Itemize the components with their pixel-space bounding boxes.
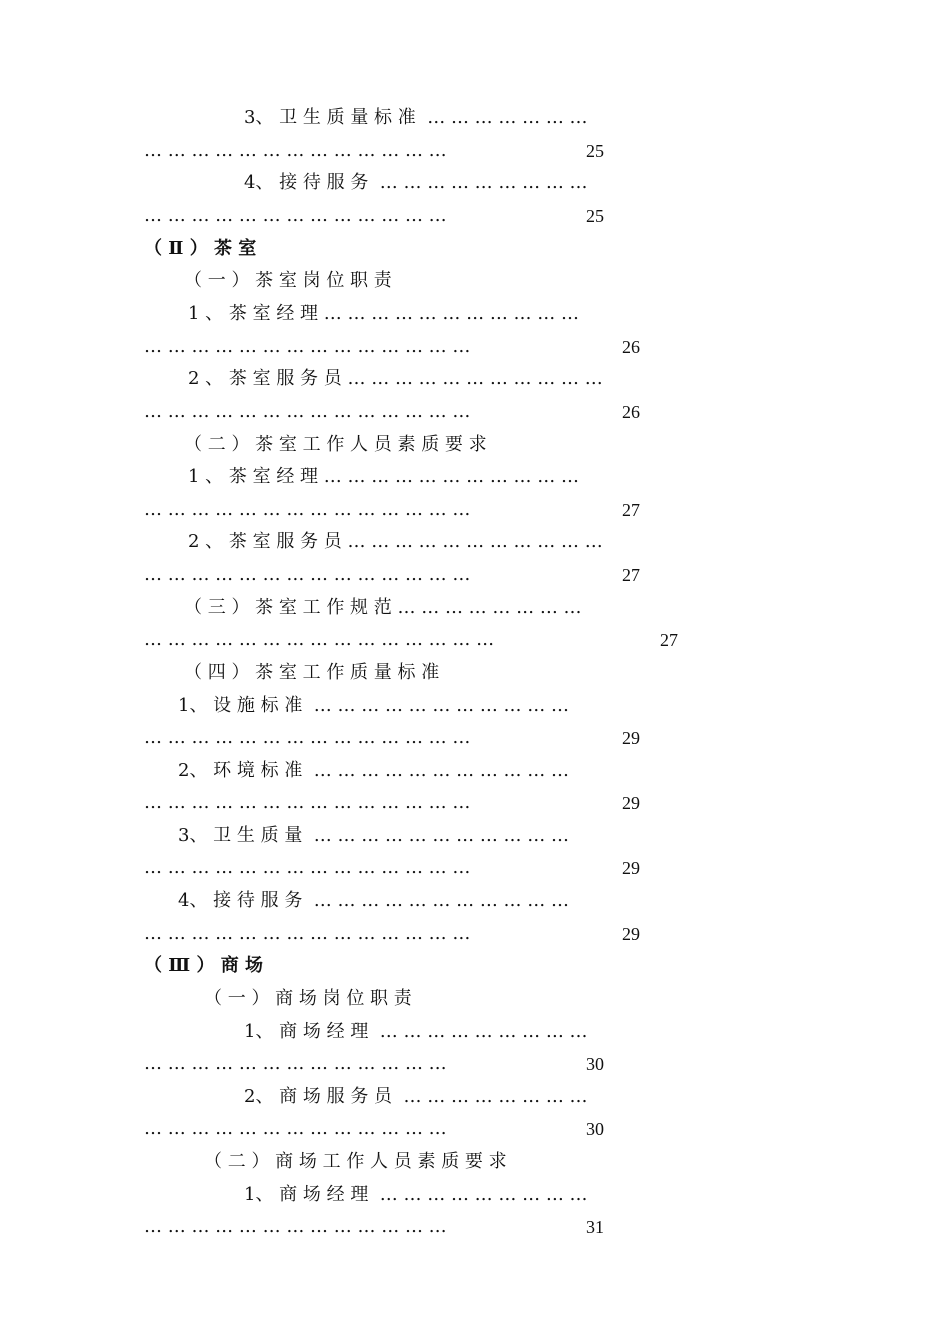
toc-page-number: 29 (622, 924, 640, 944)
toc-page-number: 25 (586, 206, 604, 226)
toc-section-heading: （ Ⅱ ） 茶 室 (144, 238, 257, 259)
toc-leader: … … … … … … … … … … … … … (144, 205, 447, 226)
toc-leader: … … … … … … … … … … … … … … (144, 401, 471, 422)
toc-section-heading: （ Ⅲ ） 商 场 (144, 955, 263, 976)
toc-entry: 2、 环 境 标 准 … … … … … … … … … … … (178, 760, 569, 781)
toc-entry: 4、 接 待 服 务 … … … … … … … … … (244, 172, 588, 193)
toc-leader: … … … … … … … … … … … … … (144, 1053, 447, 1074)
toc-entry: 2 、 茶 室 服 务 员 … … … … … … … … … … … (188, 531, 603, 552)
toc-leader: … … … … … … … … … … … … … … (144, 923, 471, 944)
toc-entry: 1 、 茶 室 经 理 … … … … … … … … … … … (188, 303, 579, 324)
toc-leader: … … … … … … … … … … … … … … (144, 499, 471, 520)
toc-entry: 1、 商 场 经 理 … … … … … … … … … (244, 1021, 588, 1042)
toc-entry: 4、 接 待 服 务 … … … … … … … … … … … (178, 890, 569, 911)
toc-subsection: （ 一 ） 商 场 岗 位 职 责 (204, 988, 412, 1009)
toc-page-number: 29 (622, 728, 640, 748)
toc-subsection: （ 二 ） 茶 室 工 作 人 员 素 质 要 求 (184, 434, 487, 455)
toc-subsection: （ 四 ） 茶 室 工 作 质 量 标 准 (184, 662, 440, 683)
toc-leader: … … … … … … … … … … … … … … (144, 792, 471, 813)
toc-entry: 1、 设 施 标 准 … … … … … … … … … … … (178, 695, 569, 716)
toc-entry: 3、 卫 生 质 量 … … … … … … … … … … … (178, 825, 569, 846)
toc-leader: … … … … … … … … … … … … … … (144, 336, 471, 357)
toc-entry: 2、 商 场 服 务 员 … … … … … … … … (244, 1086, 588, 1107)
toc-entry: 3、 卫 生 质 量 标 准 … … … … … … … (244, 107, 588, 128)
toc-leader: … … … … … … … … … … … … … … … (144, 629, 495, 650)
toc-subsection: （ 二 ） 商 场 工 作 人 员 素 质 要 求 (204, 1151, 507, 1172)
toc-page-number: 26 (622, 337, 640, 357)
toc-leader: … … … … … … … … … … … … … (144, 1216, 447, 1237)
toc-page-number: 26 (622, 402, 640, 422)
toc-entry: 1、 商 场 经 理 … … … … … … … … … (244, 1184, 588, 1205)
toc-page-number: 27 (622, 500, 640, 520)
toc-entry: 2 、 茶 室 服 务 员 … … … … … … … … … … … (188, 368, 603, 389)
toc-leader: … … … … … … … … … … … … … (144, 1118, 447, 1139)
toc-page-number: 27 (622, 565, 640, 585)
toc-page-number: 29 (622, 858, 640, 878)
toc-page-number: 30 (586, 1054, 604, 1074)
toc-leader: … … … … … … … … … … … … … (144, 140, 447, 161)
toc-leader: … … … … … … … … … … … … … … (144, 564, 471, 585)
toc-page-number: 31 (586, 1217, 604, 1237)
toc-page-number: 30 (586, 1119, 604, 1139)
toc-entry: 1 、 茶 室 经 理 … … … … … … … … … … … (188, 466, 579, 487)
toc-subsection: （ 一 ） 茶 室 岗 位 职 责 (184, 270, 392, 291)
toc-subsection: （ 三 ） 茶 室 工 作 规 范 … … … … … … … … (184, 597, 582, 618)
toc-leader: … … … … … … … … … … … … … … (144, 727, 471, 748)
toc-page-number: 25 (586, 141, 604, 161)
toc-leader: … … … … … … … … … … … … … … (144, 857, 471, 878)
toc-page-number: 29 (622, 793, 640, 813)
toc-page-number: 27 (660, 630, 678, 650)
